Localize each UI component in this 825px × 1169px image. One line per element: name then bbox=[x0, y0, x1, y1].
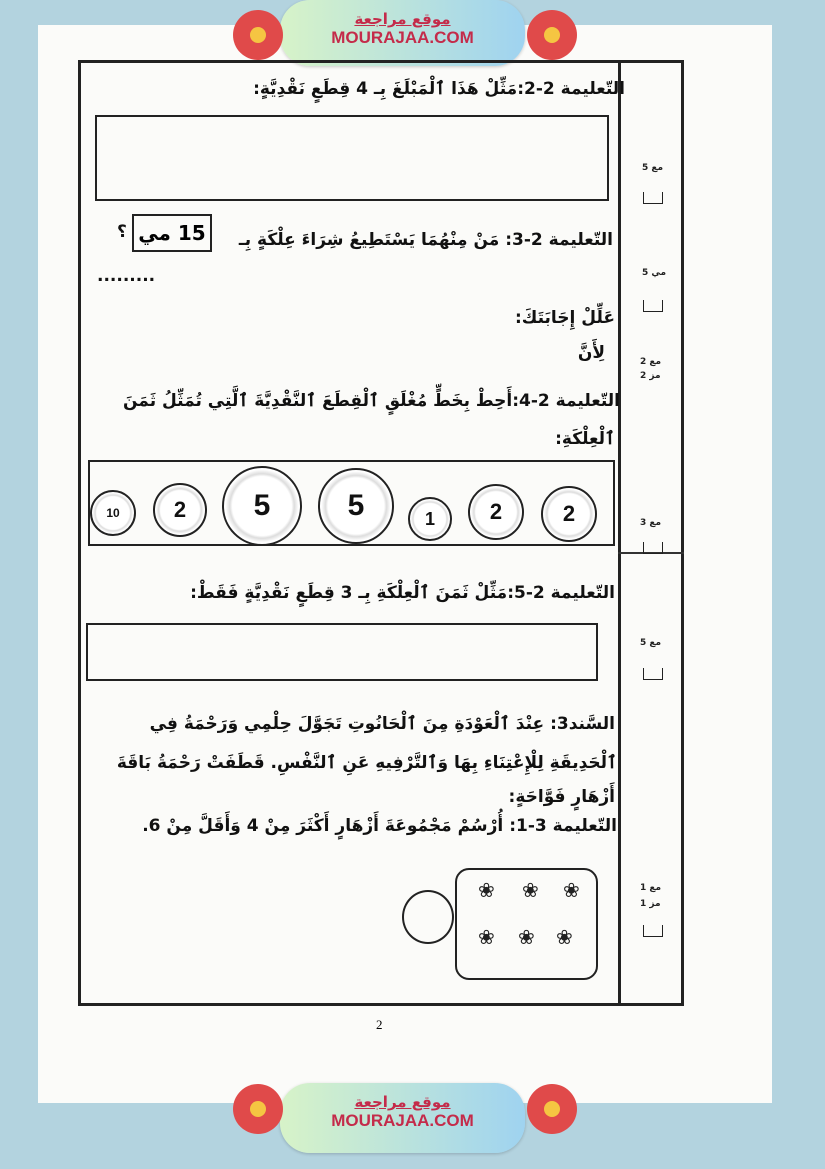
flower-icon: ❀ bbox=[563, 878, 580, 902]
coin-5[interactable]: 5 bbox=[222, 466, 302, 546]
watermark-latin: MOURAJAA.COM bbox=[331, 1111, 474, 1130]
answer-box-q25[interactable] bbox=[86, 623, 598, 681]
margin-score: مع 3 bbox=[640, 518, 662, 528]
flower-icon: ❀ bbox=[518, 925, 535, 949]
margin-score: مز 2 bbox=[640, 371, 661, 381]
page-number: 2 bbox=[376, 1017, 383, 1032]
score-mark bbox=[643, 925, 663, 937]
coin-2[interactable]: 2 bbox=[468, 484, 524, 540]
score-mark bbox=[643, 192, 663, 204]
margin-score: مز 1 bbox=[640, 899, 661, 909]
logo-icon bbox=[233, 10, 283, 60]
q31-text: التّعليمة 3-1: أُرْسُمْ مَجْمُوعَةَ أَزْهَارٍ أَكْثَرَ مِنْ 4 وَأَقَلَّ مِنْ 6. bbox=[142, 816, 617, 836]
answer-circle[interactable] bbox=[402, 890, 454, 944]
flower-icon: ❀ bbox=[556, 925, 573, 949]
watermark-latin: MOURAJAA.COM bbox=[331, 28, 474, 47]
score-mark bbox=[643, 542, 663, 554]
price-box: 15 مي bbox=[132, 214, 212, 252]
logo-icon bbox=[527, 10, 577, 60]
margin-divider bbox=[618, 60, 621, 1006]
flower-icon: ❀ bbox=[522, 878, 539, 902]
margin-score: مع 5 bbox=[642, 163, 664, 173]
q22-text: التّعليمة 2-2:مَثِّلْ هَذَا ٱلْمَبْلَغَ بِـ 4 قِطَعٍ نَقْدِيَّةٍ: bbox=[253, 79, 625, 99]
score-mark bbox=[643, 300, 663, 312]
watermark-arabic: موقع مراجعة bbox=[354, 1093, 451, 1111]
watermark-banner-bottom bbox=[280, 1083, 525, 1153]
q24-text2: ٱلْعِلْكَةِ: bbox=[555, 429, 615, 449]
coin-2[interactable]: 2 bbox=[153, 483, 207, 537]
watermark-banner-top bbox=[280, 0, 525, 66]
answer-box-q22[interactable] bbox=[95, 115, 609, 201]
q25-text: التّعليمة 2-5:مَثِّلْ ثَمَنَ ٱلْعِلْكَةِ بِـ 3 قِطَعٍ نَقْدِيَّةٍ فَقَطْ: bbox=[190, 583, 615, 603]
q23-text: التّعليمة 2-3: مَنْ مِنْهُمَا يَسْتَطِيعُ شِرَاءَ عِلْكَةٍ بِـ bbox=[238, 230, 613, 250]
flower-icon: ❀ bbox=[478, 925, 495, 949]
margin-score: مع 5 bbox=[640, 638, 662, 648]
watermark-arabic: موقع مراجعة bbox=[354, 10, 451, 28]
q24-text: التّعليمة 2-4:أَحِطْ بِخَطٍّ مُغْلَقٍ ٱلْقِطَعَ ٱلنَّقْدِيَّةَ ٱلَّتِي تُمَثِّلُ ثَمَنَ bbox=[123, 391, 620, 411]
question-mark: ؟ bbox=[117, 222, 127, 242]
justify-label: عَلِّلْ إِجَابَتَكَ: bbox=[514, 308, 615, 328]
s3-line3: أَزْهَارٍ فَوَّاحَةٍ: bbox=[508, 787, 615, 807]
coin-2[interactable]: 2 bbox=[541, 486, 597, 542]
coin-5[interactable]: 5 bbox=[318, 468, 394, 544]
margin-score: مي 5 bbox=[642, 268, 667, 278]
because-label: لِأَنَّ bbox=[577, 343, 605, 363]
logo-icon bbox=[527, 1084, 577, 1134]
score-mark bbox=[643, 668, 663, 680]
coin-10[interactable]: 10 bbox=[90, 490, 136, 536]
margin-score: مع 1 bbox=[640, 883, 662, 893]
s3-line1: السَّند3: عِنْدَ ٱلْعَوْدَةِ مِنَ ٱلْحَانُوتِ تَجَوَّلَ حِلْمِي وَرَحْمَةُ فِي bbox=[149, 714, 615, 734]
answer-dots[interactable]: ......... bbox=[97, 266, 156, 286]
flower-icon: ❀ bbox=[478, 878, 495, 902]
coin-1[interactable]: 1 bbox=[408, 497, 452, 541]
s3-line2: ٱلْحَدِيقَةِ لِلْإِعْتِنَاءِ بِهَا وَٱلتَّرْفِيهِ عَنِ ٱلنَّفْسِ. قَطَفَتْ رَحْمَةُ بَاقَةَ bbox=[116, 753, 617, 773]
logo-icon bbox=[233, 1084, 283, 1134]
margin-score: مع 2 bbox=[640, 357, 662, 367]
